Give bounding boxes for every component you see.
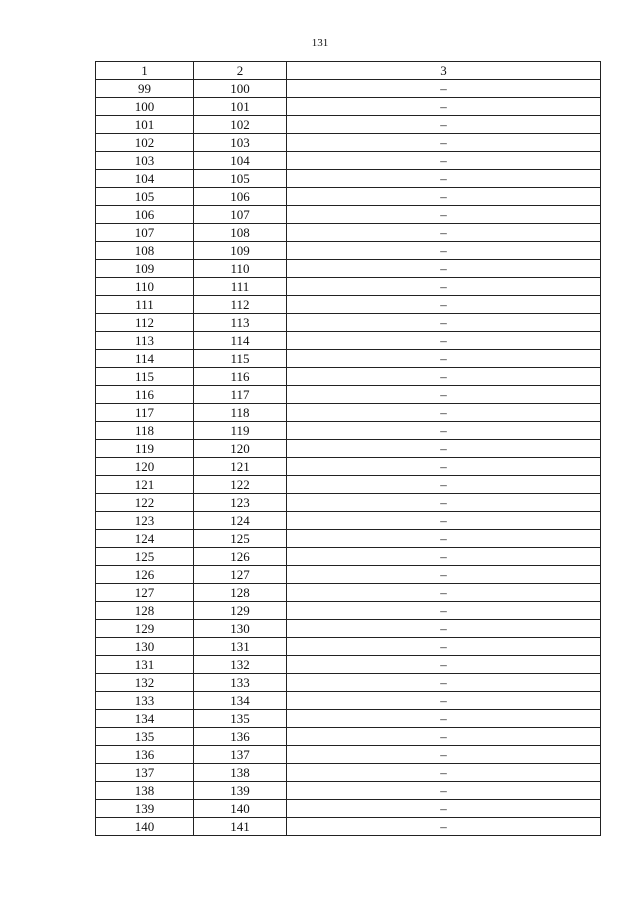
table-cell: 141: [194, 818, 287, 836]
table-row: [96, 206, 601, 224]
table-row: [96, 692, 601, 710]
table-cell: 134: [194, 692, 287, 710]
column-header: 2: [194, 62, 287, 80]
table-cell: 115: [194, 350, 287, 368]
table-cell: 140: [194, 800, 287, 818]
table-cell: –: [287, 674, 601, 692]
table-cell: 104: [194, 152, 287, 170]
table-cell: 121: [96, 476, 194, 494]
table-cell: –: [287, 656, 601, 674]
table-cell: 136: [96, 746, 194, 764]
table-cell: 138: [96, 782, 194, 800]
header-row: [96, 62, 601, 80]
table-cell: 106: [96, 206, 194, 224]
table-cell: –: [287, 620, 601, 638]
table-cell: 116: [194, 368, 287, 386]
table-cell: 116: [96, 386, 194, 404]
table-row: [96, 368, 601, 386]
table-cell: –: [287, 746, 601, 764]
table-row: [96, 116, 601, 134]
table-cell: 108: [194, 224, 287, 242]
table-row: [96, 764, 601, 782]
table-row: [96, 440, 601, 458]
table-cell: 122: [96, 494, 194, 512]
table-row: [96, 512, 601, 530]
table-row: [96, 188, 601, 206]
table-cell: 129: [194, 602, 287, 620]
table-cell: 136: [194, 728, 287, 746]
table-cell: 124: [194, 512, 287, 530]
table-cell: 105: [96, 188, 194, 206]
table-cell: 110: [96, 278, 194, 296]
table-row: [96, 782, 601, 800]
table-cell: 103: [96, 152, 194, 170]
table-cell: –: [287, 350, 601, 368]
table-cell: 130: [96, 638, 194, 656]
column-header: 1: [96, 62, 194, 80]
table-row: [96, 494, 601, 512]
table-header: [96, 62, 601, 80]
table-cell: –: [287, 224, 601, 242]
table-cell: 99: [96, 80, 194, 98]
table-cell: 110: [194, 260, 287, 278]
column-header: 3: [287, 62, 601, 80]
table-row: [96, 728, 601, 746]
table-row: [96, 620, 601, 638]
table-cell: 127: [194, 566, 287, 584]
table-cell: 137: [96, 764, 194, 782]
table-cell: –: [287, 818, 601, 836]
table-cell: 107: [194, 206, 287, 224]
table-cell: 114: [96, 350, 194, 368]
table-cell: –: [287, 800, 601, 818]
table-cell: 131: [96, 656, 194, 674]
table-cell: –: [287, 314, 601, 332]
table-cell: 102: [194, 116, 287, 134]
table-cell: 131: [194, 638, 287, 656]
table-cell: 121: [194, 458, 287, 476]
table-cell: 130: [194, 620, 287, 638]
table-cell: 112: [96, 314, 194, 332]
table-cell: –: [287, 422, 601, 440]
table-cell: 133: [194, 674, 287, 692]
table-cell: 132: [194, 656, 287, 674]
table-cell: –: [287, 440, 601, 458]
table-cell: –: [287, 368, 601, 386]
table-row: [96, 170, 601, 188]
table-cell: 102: [96, 134, 194, 152]
table-cell: –: [287, 764, 601, 782]
table-cell: 128: [96, 602, 194, 620]
table-cell: 132: [96, 674, 194, 692]
table-cell: 134: [96, 710, 194, 728]
table-cell: 100: [194, 80, 287, 98]
table-cell: –: [287, 116, 601, 134]
table-cell: 118: [96, 422, 194, 440]
table-cell: 113: [194, 314, 287, 332]
table-cell: 138: [194, 764, 287, 782]
table-row: [96, 548, 601, 566]
table-cell: 123: [96, 512, 194, 530]
table-cell: –: [287, 278, 601, 296]
table-cell: 139: [194, 782, 287, 800]
table-cell: 119: [96, 440, 194, 458]
table-cell: 140: [96, 818, 194, 836]
table-row: [96, 800, 601, 818]
table-cell: 111: [96, 296, 194, 314]
table-cell: –: [287, 548, 601, 566]
table-row: [96, 656, 601, 674]
table-cell: 125: [96, 548, 194, 566]
table-row: [96, 584, 601, 602]
table-cell: –: [287, 584, 601, 602]
table-row: [96, 314, 601, 332]
table-cell: –: [287, 404, 601, 422]
table-cell: –: [287, 692, 601, 710]
table-cell: 101: [194, 98, 287, 116]
table-cell: –: [287, 332, 601, 350]
table-body: [96, 80, 601, 836]
table-cell: 120: [96, 458, 194, 476]
table-row: [96, 278, 601, 296]
table-cell: 106: [194, 188, 287, 206]
table-cell: –: [287, 494, 601, 512]
table-cell: –: [287, 602, 601, 620]
table-cell: –: [287, 512, 601, 530]
table-row: [96, 566, 601, 584]
table-cell: 129: [96, 620, 194, 638]
table-cell: –: [287, 206, 601, 224]
table-cell: 117: [96, 404, 194, 422]
table-cell: –: [287, 242, 601, 260]
table-cell: 133: [96, 692, 194, 710]
table-cell: –: [287, 476, 601, 494]
table-cell: 135: [96, 728, 194, 746]
table-cell: –: [287, 386, 601, 404]
page-number: 131: [311, 37, 329, 49]
table-cell: –: [287, 530, 601, 548]
table-row: [96, 386, 601, 404]
table-cell: 100: [96, 98, 194, 116]
table-cell: –: [287, 458, 601, 476]
table-row: [96, 98, 601, 116]
table-cell: 108: [96, 242, 194, 260]
table-cell: –: [287, 170, 601, 188]
data-table: [95, 61, 601, 836]
table-cell: –: [287, 710, 601, 728]
table-row: [96, 530, 601, 548]
table-cell: 104: [96, 170, 194, 188]
table-cell: –: [287, 728, 601, 746]
table-cell: 127: [96, 584, 194, 602]
table-row: [96, 152, 601, 170]
table-cell: 109: [194, 242, 287, 260]
table-row: [96, 224, 601, 242]
table-row: [96, 746, 601, 764]
table-cell: 103: [194, 134, 287, 152]
table-row: [96, 818, 601, 836]
table-cell: 119: [194, 422, 287, 440]
table-cell: 112: [194, 296, 287, 314]
table-row: [96, 602, 601, 620]
table-row: [96, 332, 601, 350]
table-cell: –: [287, 638, 601, 656]
table-cell: 109: [96, 260, 194, 278]
table-cell: 139: [96, 800, 194, 818]
table-cell: 117: [194, 386, 287, 404]
table-row: [96, 80, 601, 98]
table-cell: 114: [194, 332, 287, 350]
table-cell: 124: [96, 530, 194, 548]
table-cell: 123: [194, 494, 287, 512]
table-cell: –: [287, 80, 601, 98]
table-cell: –: [287, 134, 601, 152]
table-cell: 120: [194, 440, 287, 458]
table-cell: 125: [194, 530, 287, 548]
table-row: [96, 710, 601, 728]
table-row: [96, 404, 601, 422]
table-cell: 113: [96, 332, 194, 350]
table-cell: –: [287, 260, 601, 278]
table-row: [96, 638, 601, 656]
table-cell: 122: [194, 476, 287, 494]
table-cell: 137: [194, 746, 287, 764]
table-row: [96, 260, 601, 278]
table-row: [96, 476, 601, 494]
table-cell: 126: [96, 566, 194, 584]
table-row: [96, 296, 601, 314]
table-cell: –: [287, 566, 601, 584]
table-row: [96, 242, 601, 260]
table-cell: 111: [194, 278, 287, 296]
table-cell: 107: [96, 224, 194, 242]
table-cell: 126: [194, 548, 287, 566]
table-cell: –: [287, 782, 601, 800]
table-row: [96, 350, 601, 368]
table-cell: 105: [194, 170, 287, 188]
table-cell: 135: [194, 710, 287, 728]
table-cell: 118: [194, 404, 287, 422]
table-cell: –: [287, 296, 601, 314]
table-cell: –: [287, 188, 601, 206]
table-row: [96, 458, 601, 476]
table-row: [96, 134, 601, 152]
table-cell: 115: [96, 368, 194, 386]
table-cell: –: [287, 152, 601, 170]
table-cell: –: [287, 98, 601, 116]
table-row: [96, 674, 601, 692]
table-row: [96, 422, 601, 440]
table-cell: 128: [194, 584, 287, 602]
table-cell: 101: [96, 116, 194, 134]
